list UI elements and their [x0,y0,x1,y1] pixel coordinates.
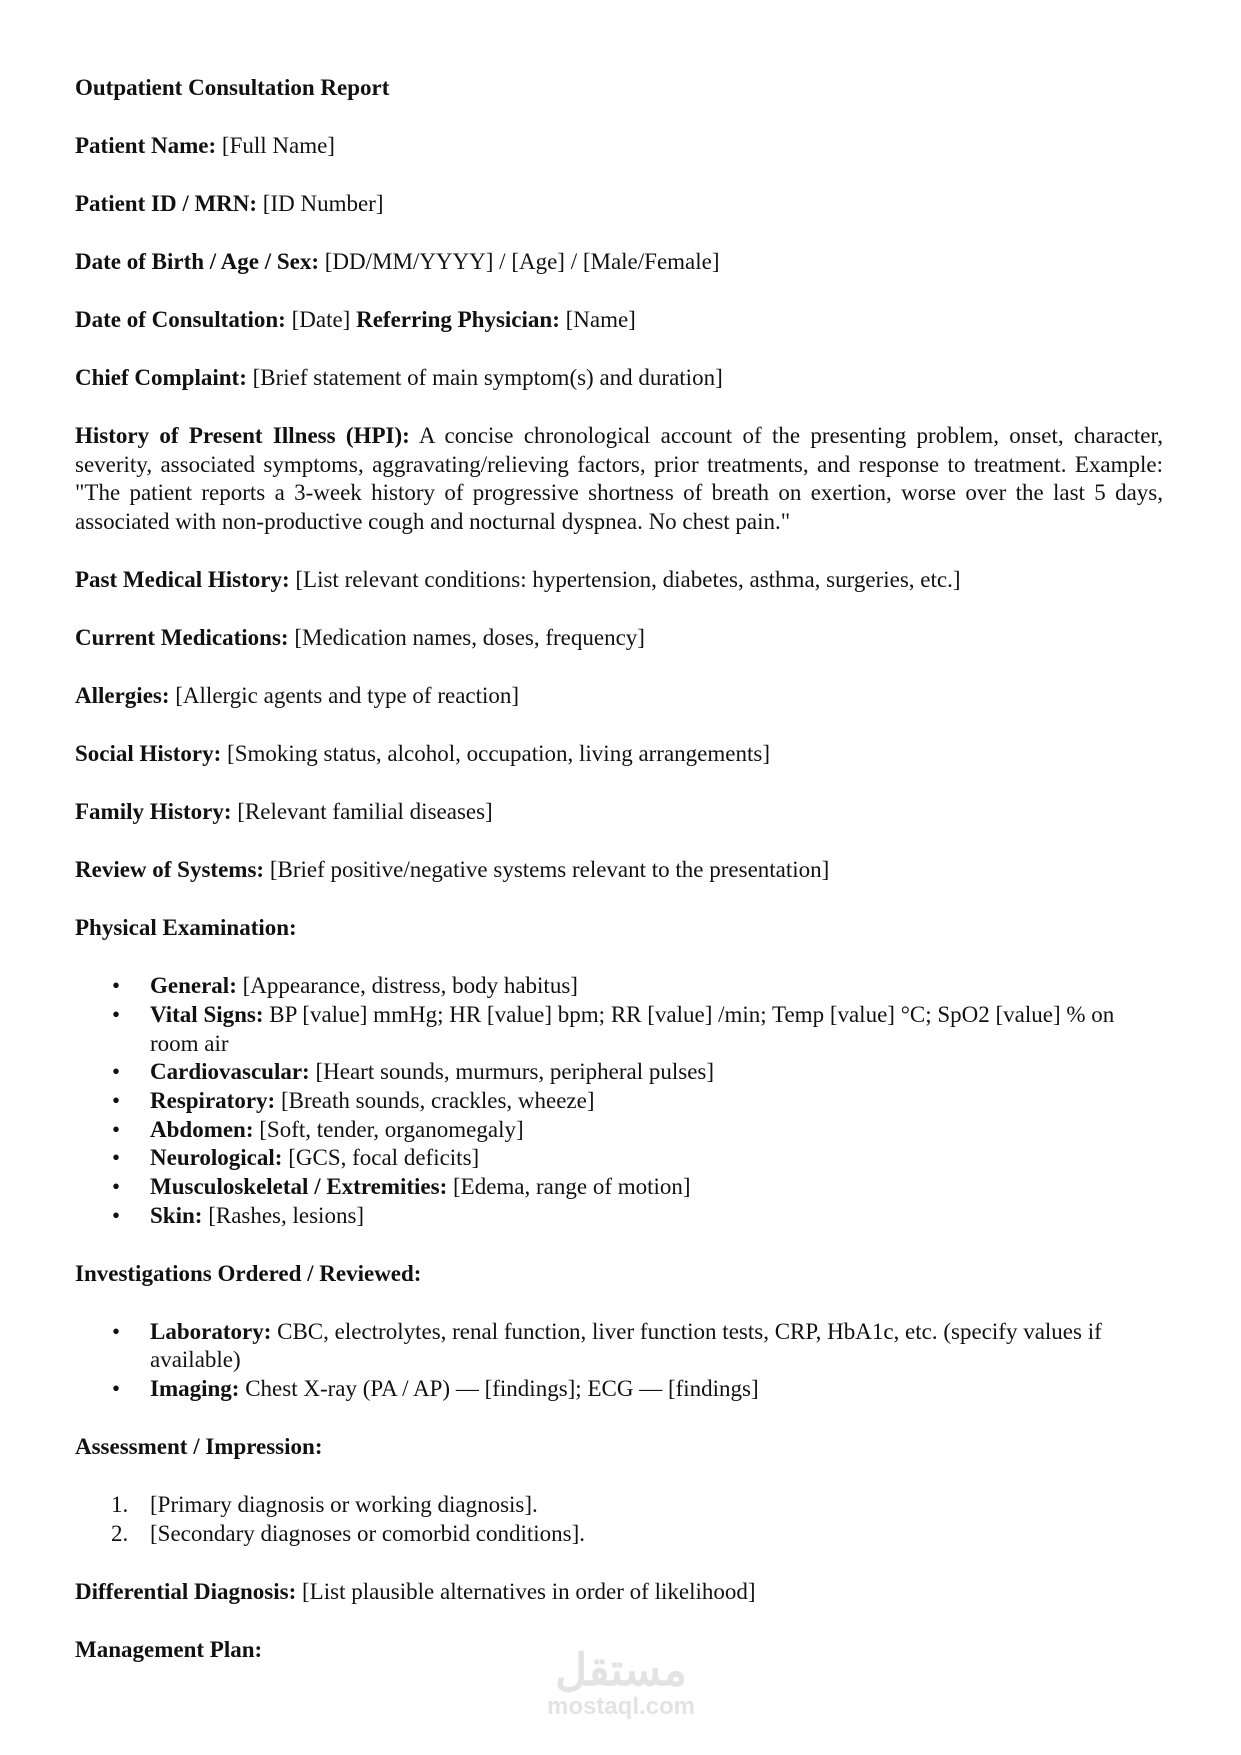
field-dob-age-sex [75,248,1163,277]
list-item [75,1001,1163,1058]
field-value: [Brief statement of main symptom(s) and duration] [246,365,723,390]
heading-text: Physical Examination: [75,915,297,941]
item-label: Laboratory: [150,1318,272,1344]
list-item [75,1375,1163,1404]
bullet-icon: • [112,973,121,999]
field-social-history [75,740,1163,769]
bullet-icon: • [112,1059,121,1085]
bullet-icon: • [112,1087,121,1113]
field-allergies [75,682,1163,711]
mostaql-watermark [545,1648,697,1720]
list-item [75,1318,1163,1375]
list-item [75,972,1163,1001]
field-value: [List relevant conditions: hypertension, diabetes, asthma, surgeries, etc.] [289,567,961,593]
field-patient-id [75,190,1163,219]
bullet-icon: • [112,1202,121,1228]
field-label: Family History: [75,799,232,825]
item-label: Skin: [150,1202,203,1228]
watermark-arabic: مستقل [555,1646,687,1695]
report-title [75,74,1163,103]
item-text: [Primary diagnosis or working diagnosis]. [150,1492,538,1518]
field-value: [Medication names, doses, frequency] [288,625,645,651]
field-label: Patient ID / MRN: [75,191,258,216]
list-item [75,1520,1163,1549]
exam-heading [75,914,1163,943]
field-current-medications [75,624,1163,653]
item-label: Vital Signs: [150,1001,264,1027]
watermark-latin: mostaql.com [546,1693,696,1720]
field-value: [Date] [285,307,357,332]
field-hpi [75,422,1163,537]
item-value: BP [value] mmHg; HR [value] bpm; RR [value] /min; Temp [value] °C; SpO2 [value] % on room air [150,1001,1115,1056]
bullet-icon: • [112,1001,121,1027]
field-value: [Relevant familial diseases] [231,799,493,825]
assessment-list [75,1491,1163,1548]
bullet-icon: • [112,1318,121,1344]
field-label: Current Medications: [75,625,289,651]
field-label: Patient Name: [75,133,217,158]
field-value: [ID Number] [257,191,384,216]
field-value: [Smoking status, alcohol, occupation, living arrangements] [221,741,770,767]
field-value: [Full Name] [216,133,335,158]
document-page [75,74,1163,1694]
investigations-heading [75,1260,1163,1289]
item-label: Imaging: [150,1376,240,1402]
field-value: [Allergic agents and type of reaction] [169,683,520,709]
item-value: [Appearance, distress, body habitus] [236,973,578,999]
item-value: [Heart sounds, murmurs, peripheral pulses] [309,1059,715,1085]
bullet-icon: • [112,1145,121,1171]
title-text: Outpatient Consultation Report [75,75,390,100]
heading-text: Investigations Ordered / Reviewed: [75,1260,422,1286]
heading-text: Assessment / Impression: [75,1434,323,1460]
field-label: Differential Diagnosis: [75,1578,297,1604]
item-text: [Secondary diagnoses or comorbid conditions]. [150,1520,585,1546]
list-item [75,1491,1163,1520]
field-label: Social History: [75,741,222,767]
assessment-heading [75,1433,1163,1462]
field-differential-diagnosis [75,1578,1163,1607]
field-label: Past Medical History: [75,567,290,593]
field-label: Date of Birth / Age / Sex: [75,249,320,274]
item-label: Neurological: [150,1145,283,1171]
field-label: Review of Systems: [75,857,265,883]
field-family-history [75,798,1163,827]
item-value: [Rashes, lesions] [202,1202,365,1228]
list-number: 1. [111,1492,129,1518]
item-value: CBC, electrolytes, renal function, liver function tests, CRP, HbA1c, etc. (specify values if available) [150,1318,1102,1373]
bullet-icon: • [112,1174,121,1200]
list-item [75,1173,1163,1202]
item-label: Respiratory: [150,1087,276,1113]
field-value: [List plausible alternatives in order of likelihood] [296,1578,756,1604]
field-past-medical-history [75,566,1163,595]
field-label: History of Present Illness (HPI): [75,423,410,448]
item-value: [Breath sounds, crackles, wheeze] [275,1087,595,1113]
field-consultation [75,306,1163,335]
item-label: General: [150,973,237,999]
field-review-of-systems [75,856,1163,885]
item-value: [Edema, range of motion] [447,1174,691,1200]
field-label: Date of Consultation: [75,307,286,332]
bullet-icon: • [112,1376,121,1402]
field-value: A concise chronological account of the presenting problem, onset, character, severity, associated symptoms, aggravating/relieving factors, prior treatments, and response to treatment. Example: "The patient reports a 3-week history of progressive shortness of breath on exertion, worse over the last 5 days, associated with non-productive cough and nocturnal dyspnea. No chest pain." [75,423,1164,535]
field-chief-complaint [75,364,1163,393]
item-label: Cardiovascular: [150,1059,310,1085]
item-label: Musculoskeletal / Extremities: [150,1174,448,1200]
list-item [75,1144,1163,1173]
bullet-icon: • [112,1116,121,1142]
list-item [75,1202,1163,1231]
field-label: Allergies: [75,683,170,709]
list-item [75,1116,1163,1145]
field-patient-name [75,132,1163,161]
list-number: 2. [111,1520,129,1546]
field-value: [Name] [559,307,636,332]
list-item [75,1087,1163,1116]
field-value: [Brief positive/negative systems relevant to the presentation] [264,857,830,883]
heading-text: Management Plan: [75,1636,263,1662]
field-label: Referring Physician: [356,307,560,332]
item-value: [Soft, tender, organomegaly] [253,1116,524,1142]
item-value: [GCS, focal deficits] [282,1145,480,1171]
item-label: Abdomen: [150,1116,254,1142]
item-value: Chest X-ray (PA / AP) — [findings]; ECG — [findings] [239,1376,759,1402]
field-label: Chief Complaint: [75,365,247,390]
field-value: [DD/MM/YYYY] / [Age] / [Male/Female] [319,249,720,274]
list-item [75,1058,1163,1087]
exam-list [75,972,1163,1230]
investigations-list [75,1318,1163,1404]
